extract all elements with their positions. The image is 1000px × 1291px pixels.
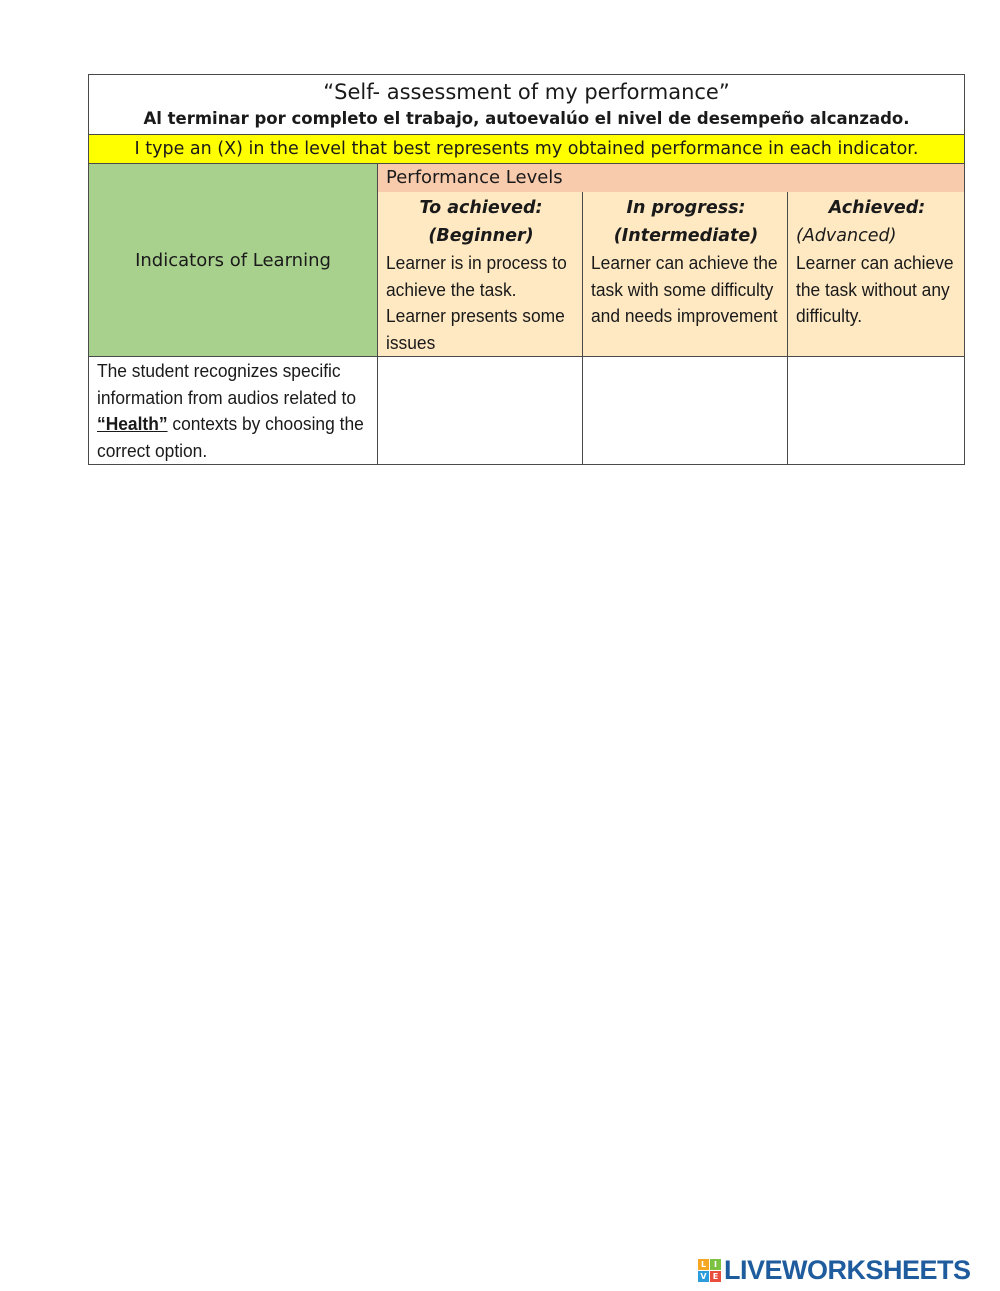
liveworksheets-logo (698, 1255, 971, 1285)
level-beginner-subtitle: (Beginner) (428, 226, 534, 246)
level-advanced-description: Learner can achieve the task without any difficulty. (796, 252, 954, 326)
level-advanced-subtitle: (Advanced) (796, 226, 897, 246)
level-intermediate-subtitle: (Intermediate) (613, 226, 759, 246)
logo-letter-v: V (698, 1271, 709, 1282)
instruction-row (89, 135, 965, 164)
self-assessment-table (88, 74, 965, 465)
level-intermediate-title: In progress: (626, 198, 746, 218)
indicators-header: Indicators of Learning (89, 164, 378, 357)
liveworksheets-icon (698, 1259, 721, 1282)
indicator-text-after: contexts by choosing the correct option. (97, 413, 364, 461)
performance-levels-header: Performance Levels (378, 164, 965, 193)
indicator-text (97, 358, 370, 464)
page-title: “Self- assessment of my performance” (323, 80, 730, 104)
level-advanced (788, 192, 965, 357)
logo-letter-e: E (710, 1271, 721, 1282)
indicator-text-before: The student recognizes specific information from audios related to (97, 360, 357, 408)
indicator-row (89, 357, 965, 465)
level-beginner-description: Learner is in process to achieve the task. Learner presents some issues (386, 252, 567, 353)
answer-cell-beginner[interactable] (378, 357, 583, 465)
level-intermediate (583, 192, 788, 357)
logo-letter-i: I (710, 1259, 721, 1270)
instruction-text: I type an (X) in the level that best represents my obtained performance in each indicator. (89, 135, 965, 164)
level-beginner (378, 192, 583, 357)
liveworksheets-wordmark: LIVEWORKSHEETS (724, 1254, 971, 1285)
indicator-cell (89, 357, 378, 465)
level-advanced-title: Achieved: (828, 198, 926, 218)
answer-cell-intermediate[interactable] (583, 357, 788, 465)
indicator-highlight: “Health” (97, 413, 168, 434)
answer-cell-advanced[interactable] (788, 357, 965, 465)
title-row (89, 75, 965, 135)
level-beginner-title: To achieved: (419, 198, 543, 218)
level-intermediate-description: Learner can achieve the task with some difficulty and needs improvement (591, 252, 778, 326)
levels-header-row (89, 164, 965, 193)
logo-letter-l: L (698, 1259, 709, 1270)
page-subtitle: Al terminar por completo el trabajo, autoevalúo el nivel de desempeño alcanzado. (143, 109, 910, 128)
title-cell (89, 75, 965, 135)
